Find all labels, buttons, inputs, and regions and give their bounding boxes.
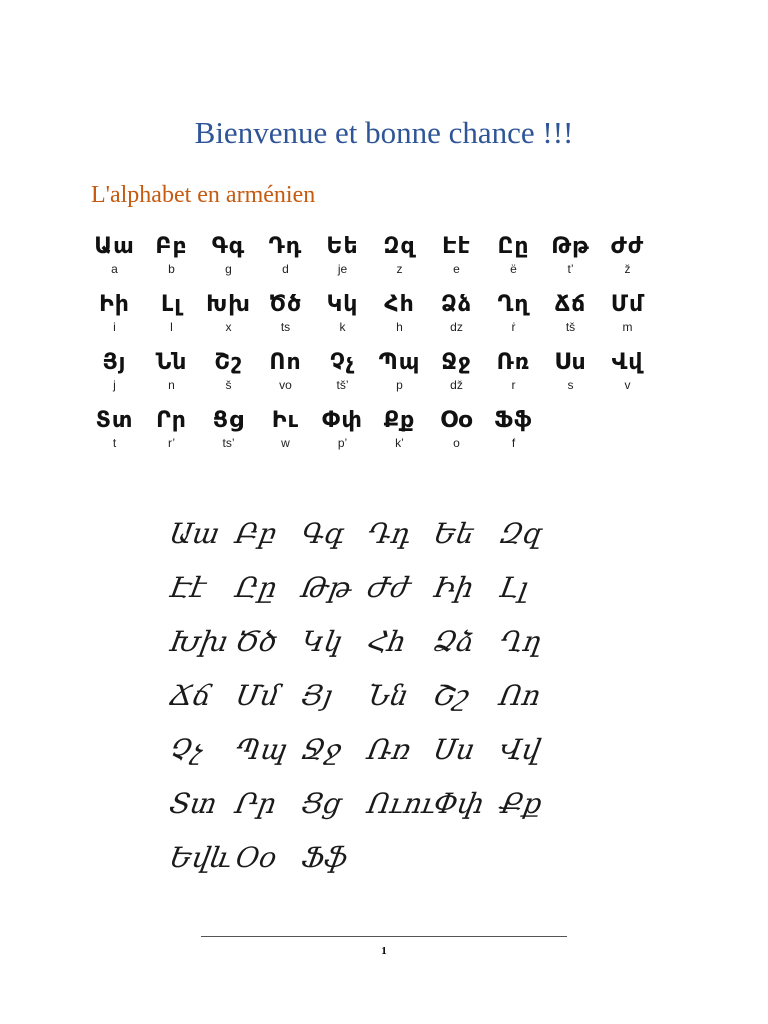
transliteration: b (168, 262, 175, 276)
transliteration: k (339, 320, 346, 334)
armenian-letter: Օօ (440, 408, 473, 433)
alphabet-cell (428, 406, 485, 464)
armenian-letter: Հհ (384, 292, 415, 317)
cursive-letter: Ձձ (431, 625, 478, 658)
cursive-letter: Վվ (497, 733, 544, 766)
alphabet-cell (485, 348, 542, 406)
cursive-letter: Հհ (365, 625, 409, 658)
transliteration: l (170, 320, 173, 334)
alphabet-cell (257, 232, 314, 290)
cursive-letter: Ցց (299, 787, 344, 820)
cursive-letter: Ղղ (497, 625, 545, 658)
armenian-letter: Ջջ (441, 350, 472, 375)
alphabet-cell (428, 290, 485, 348)
transliteration: je (337, 262, 348, 276)
cursive-letter: Ըը (233, 571, 280, 604)
alphabet-cell (143, 348, 200, 406)
armenian-letter: Սս (554, 350, 587, 375)
armenian-letter: Քք (383, 408, 416, 433)
armenian-letter: Նն (155, 350, 188, 375)
cursive-letter: Իի (431, 571, 477, 604)
cursive-letter: Ուու (365, 787, 439, 820)
alphabet-cell (542, 290, 599, 348)
alphabet-cell (257, 348, 314, 406)
cursive-letter: Ծծ (233, 625, 280, 658)
cursive-letter: Էէ (167, 571, 209, 604)
armenian-letter: Բբ (155, 234, 188, 259)
armenian-letter: Կկ (326, 292, 359, 317)
transliteration: k’ (395, 436, 404, 450)
transliteration: o (453, 436, 460, 450)
cursive-letter: Տտ (167, 787, 220, 820)
transliteration: ts’ (222, 436, 235, 450)
section-heading: L'alphabet en arménien (91, 182, 316, 208)
alphabet-cell (542, 232, 599, 290)
cursive-letter: Խխ (167, 625, 231, 658)
transliteration: n (168, 378, 175, 392)
alphabet-cell (86, 406, 143, 464)
armenian-letter: Զզ (383, 234, 416, 259)
cursive-letter: Թթ (299, 571, 355, 604)
transliteration: ž (624, 262, 631, 276)
transliteration: t’ (567, 262, 574, 276)
alphabet-cell (200, 348, 257, 406)
page-number: 1 (381, 945, 387, 957)
alphabet-cell (200, 232, 257, 290)
cursive-letter: Ռռ (365, 733, 414, 766)
transliteration: tš (565, 320, 576, 334)
transliteration: j (113, 378, 116, 392)
cursive-letter: Օօ (233, 841, 280, 874)
armenian-letter: Րր (156, 408, 187, 433)
armenian-letter: Լլ (160, 292, 183, 317)
alphabet-cell (314, 232, 371, 290)
alphabet-cell (371, 406, 428, 464)
transliteration: m (622, 320, 633, 334)
alphabet-cell (257, 290, 314, 348)
armenian-letter: Ճճ (554, 292, 587, 317)
armenian-letter: Աա (94, 234, 135, 259)
transliteration: r (511, 378, 516, 392)
armenian-letter: Փփ (322, 408, 363, 433)
cursive-alphabet-image (160, 510, 580, 880)
cursive-letter: Նն (365, 679, 412, 712)
transliteration: dž (450, 378, 463, 392)
alphabet-cell (86, 232, 143, 290)
armenian-letter: Թթ (551, 234, 590, 259)
transliteration: i (113, 320, 116, 334)
armenian-letter: Վվ (611, 350, 644, 375)
alphabet-cell (485, 406, 542, 464)
cursive-letter: Ճճ (167, 679, 215, 712)
transliteration: vo (279, 378, 292, 392)
transliteration: w (281, 436, 290, 450)
transliteration: p’ (337, 436, 348, 450)
cursive-letter: Կկ (299, 625, 346, 658)
cursive-letter: Սս (431, 733, 478, 766)
armenian-letter: Ժժ (610, 234, 645, 259)
transliteration: f (511, 436, 516, 450)
transliteration: e (453, 262, 460, 276)
page-title: Bienvenue et bonne chance !!! (194, 115, 574, 150)
armenian-letter: Յյ (102, 350, 127, 375)
alphabet-cell (371, 232, 428, 290)
transliteration: v (624, 378, 631, 392)
transliteration: dz (450, 320, 463, 334)
transliteration: p (396, 378, 403, 392)
alphabet-cell (257, 406, 314, 464)
armenian-letter: Ըը (497, 234, 530, 259)
cursive-letter: Դդ (365, 517, 414, 550)
transliteration: t (112, 436, 117, 450)
alphabet-cell (485, 290, 542, 348)
armenian-letter: Գգ (211, 234, 246, 259)
armenian-letter: Իի (99, 292, 130, 317)
cursive-letter: Եե (431, 517, 478, 550)
cursive-letter: Քք (497, 787, 545, 820)
transliteration: r’ (167, 436, 176, 450)
alphabet-cell (599, 348, 656, 406)
armenian-letter: Էէ (442, 234, 471, 259)
alphabet-cell (86, 290, 143, 348)
armenian-letter: Ղղ (497, 292, 530, 317)
armenian-letter: Ցց (212, 408, 245, 433)
cursive-letter: Մմ (233, 679, 283, 712)
transliteration: ë (510, 262, 517, 276)
cursive-letter: Րր (233, 787, 279, 820)
alphabet-cell (371, 348, 428, 406)
alphabet-cell (200, 290, 257, 348)
alphabet-cell (143, 406, 200, 464)
cursive-letter: Լլ (497, 571, 531, 604)
armenian-letter: Մմ (610, 292, 645, 317)
alphabet-cell (314, 406, 371, 464)
alphabet-cell (86, 348, 143, 406)
transliteration: d (282, 262, 289, 276)
armenian-letter: Դդ (268, 234, 303, 259)
armenian-letter: Ֆֆ (494, 408, 533, 433)
transliteration: a (111, 262, 118, 276)
armenian-letter: Ձձ (440, 292, 473, 317)
transliteration: z (396, 262, 403, 276)
cursive-letter: Շշ (431, 679, 472, 712)
cursive-letter: Փփ (431, 787, 487, 820)
cursive-letter: Ջջ (299, 733, 344, 766)
transliteration: h (396, 320, 403, 334)
alphabet-cell (200, 406, 257, 464)
alphabet-cell (428, 232, 485, 290)
armenian-letter: Պպ (378, 350, 421, 375)
cursive-letter: Բբ (233, 517, 280, 550)
transliteration: tš’ (336, 378, 349, 392)
printed-alphabet-table (86, 232, 656, 464)
armenian-letter: Ոո (269, 350, 302, 375)
alphabet-cell (428, 348, 485, 406)
cursive-letter: Չչ (167, 733, 206, 766)
alphabet-cell (599, 290, 656, 348)
transliteration: s (567, 378, 574, 392)
transliteration: š (225, 378, 232, 392)
armenian-letter: Ծծ (268, 292, 303, 317)
armenian-letter: Խխ (206, 292, 251, 317)
cursive-letter: Ժժ (365, 571, 413, 604)
alphabet-cell (599, 232, 656, 290)
armenian-letter: Տտ (95, 408, 134, 433)
armenian-letter: Եե (326, 234, 359, 259)
alphabet-cell (143, 232, 200, 290)
alphabet-cell (143, 290, 200, 348)
armenian-letter: Ռռ (496, 350, 531, 375)
transliteration: g (225, 262, 232, 276)
alphabet-cell (371, 290, 428, 348)
armenian-letter: Շշ (214, 350, 243, 375)
cursive-alphabet-grid (160, 510, 580, 882)
cursive-letter: Գգ (299, 517, 348, 550)
cursive-letter: Եվև (167, 841, 236, 874)
alphabet-cell (485, 232, 542, 290)
transliteration: x (225, 320, 232, 334)
cursive-letter: Ոո (497, 679, 544, 712)
cursive-letter: Յյ (299, 679, 336, 712)
cursive-letter: Ֆֆ (299, 841, 351, 874)
armenian-letter: Իւ (271, 408, 300, 433)
cursive-letter: Զզ (497, 517, 546, 550)
alphabet-cell (542, 348, 599, 406)
transliteration: ṙ (511, 320, 516, 334)
armenian-letter: Չչ (330, 350, 355, 375)
footer-divider (201, 936, 567, 937)
transliteration: ts (280, 320, 291, 334)
alphabet-cell (314, 348, 371, 406)
cursive-letter: Պպ (233, 733, 290, 766)
cursive-letter: Աա (167, 517, 223, 550)
alphabet-cell (314, 290, 371, 348)
